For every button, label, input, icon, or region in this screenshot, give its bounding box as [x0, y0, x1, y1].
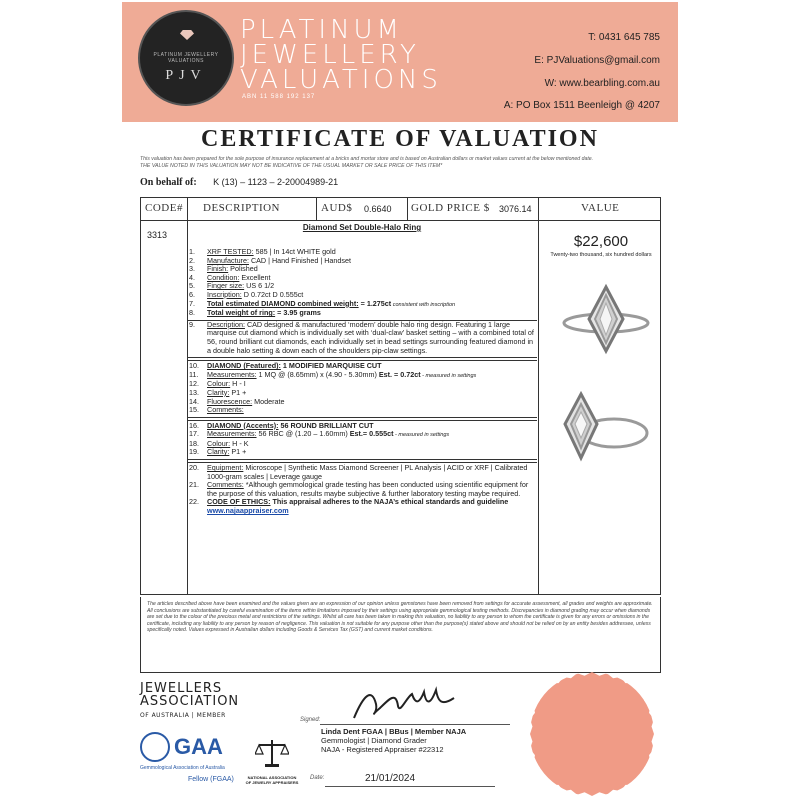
appraiser-role: Gemmologist | Diamond Grader — [321, 736, 427, 745]
signature — [350, 684, 460, 724]
item-number: 18. — [189, 438, 199, 448]
gaa-text: GAA — [174, 734, 223, 759]
item-number: 19. — [189, 447, 199, 457]
item-text — [207, 464, 537, 481]
item-text — [207, 406, 537, 415]
item-text — [207, 371, 537, 381]
item-label: CODE OF ETHICS: — [207, 497, 271, 507]
item-text — [207, 498, 537, 515]
item-note: - measured in settings — [420, 372, 477, 379]
item-value: 1 MODIFIED MARQUISE CUT — [280, 361, 382, 371]
item-label: Fluorescence: — [207, 396, 253, 406]
item-note: consistent with inscription — [391, 301, 456, 308]
item-text — [207, 380, 537, 389]
item-estimate: Est. = 0.72ct — [378, 369, 421, 379]
item-number: 13. — [189, 387, 199, 397]
item-number: 4. — [189, 272, 195, 282]
item-value: Polished — [228, 264, 258, 274]
intro-text — [140, 156, 680, 170]
brand-line-3: VALUATIONS — [240, 65, 442, 95]
jaa-line-1: JEWELLERS — [140, 681, 223, 696]
header-value: VALUE — [581, 202, 620, 214]
diamond-icon — [180, 30, 194, 40]
gold-price-value: 3076.14 — [499, 204, 532, 214]
item-number: 21. — [189, 480, 199, 490]
scales-icon — [255, 738, 289, 768]
item-value: = 3.95 grams — [275, 308, 321, 318]
item-text — [207, 398, 537, 407]
item-note: - measured in settings — [393, 432, 450, 439]
item-label: Colour: — [207, 379, 231, 389]
item-value: H - I — [230, 379, 246, 389]
item-value: H - K — [230, 438, 249, 448]
item-label: Inscription: — [207, 289, 242, 299]
item-number: 17. — [189, 429, 199, 439]
item-number: 11. — [189, 369, 199, 379]
item-label: Measurements: — [207, 369, 257, 379]
aud-value: 0.6640 — [364, 204, 392, 214]
contact-address: A: PO Box 1511 Beenleigh @ 4207 — [503, 100, 660, 111]
brand-name — [240, 15, 442, 95]
globe-icon — [140, 732, 170, 762]
item-value: This appraisal adheres to the NAJA’s ethical standards and guideline — [270, 497, 509, 507]
list-item — [187, 448, 537, 460]
logo-initials: PJV — [165, 68, 207, 83]
appraiser-details — [321, 727, 466, 754]
ring-photo-side — [559, 388, 649, 468]
certificate-title: CERTIFICATE OF VALUATION — [201, 126, 599, 152]
item-label: XRF TESTED: — [207, 247, 254, 256]
header-aud: AUD$ — [321, 202, 353, 214]
item-number: 12. — [189, 379, 199, 389]
item-label: Finish: — [207, 264, 229, 274]
jaa-sub: OF AUSTRALIA | MEMBER — [140, 712, 226, 719]
item-text — [207, 321, 537, 355]
item-number: 2. — [189, 255, 195, 265]
item-text — [207, 448, 537, 457]
item-value-words: Twenty-two thousand, six hundred dollars — [550, 252, 652, 258]
item-value: Moderate — [252, 396, 285, 406]
item-label: Equipment: — [207, 463, 244, 473]
item-value: CAD designed & manufactured ‘modern’ double halo ring design. Featuring 1 large marquise cut diamond which is individually set with ‘dual-claw’ basket setting – with a combined total of 56, round brilliant cut diamonds, each individually set in bead settings surrounding featured diamond in a double halo setting & down each of the shoulders pip-claw settings. — [207, 319, 534, 355]
behalf-label: On behalf of: — [140, 177, 197, 188]
valuation-seal — [530, 672, 654, 796]
appraiser-registration: NAJA - Registered Appraiser #22312 — [321, 745, 444, 754]
item-number: 3. — [189, 264, 195, 274]
item-number: 6. — [189, 289, 195, 299]
item-label: Colour: — [207, 438, 231, 448]
disclaimer-text: The articles described above have been examined and the values given are an expression of our opinion unless gemstones have been removed from settings for accurate assessment, all grades and weights are approximate. All conclusions are substantiated by careful examination of the items within limitations imposed by their settings using appropriate gemmological testing methods. Discrepancies in diamond grading may occur when diamonds are set due to the colour of the precious metal and restrictions of the settings. Whilst all care has been taken in making this valuation, no liability to any person to whom the certificate is given for any errors or omissions in the certificate, including any liability to any person by reason of negligence. This valuation is not suitable for any purpose other than the purpose(s) stated above and should not be relied on by an entity besides addressee, unless specifically noted. Values expressed in Australian dollars including Goods & Services Tax (GST) and current market conditions. — [140, 597, 661, 673]
item-value: 56 RBC @ (1.20 – 1.60mm) — [256, 429, 350, 439]
item-code: 3313 — [147, 230, 168, 240]
item-number: 5. — [189, 281, 195, 291]
item-value: Excellent — [239, 272, 271, 282]
item-value: CAD | Hand Finished | Handset — [248, 255, 351, 265]
brand-line-2: JEWELLERY — [240, 40, 420, 70]
item-number: 8. — [189, 308, 195, 318]
item-list — [187, 248, 537, 516]
item-text — [207, 430, 537, 440]
jaa-line-2: ASSOCIATION — [140, 694, 240, 709]
item-label: Measurements: — [207, 429, 257, 439]
item-text — [207, 440, 537, 449]
signed-label: Signed: — [300, 717, 321, 723]
contact-email[interactable]: E: PJValuations@gmail.com — [534, 55, 660, 66]
item-value: P1 + — [229, 387, 247, 397]
item-number: 14. — [189, 396, 199, 406]
item-label: Clarity: — [207, 387, 230, 397]
item-number: 10. — [189, 361, 199, 371]
valuation-table — [140, 197, 661, 595]
item-value: $22,600 — [573, 233, 629, 250]
item-label: Total estimated DIAMOND combined weight: — [207, 298, 359, 308]
list-item — [187, 321, 537, 358]
item-value: US 6 1/2 — [244, 281, 275, 291]
item-label: Manufacture: — [207, 255, 249, 265]
appraiser-name: Linda Dent FGAA | BBus | Member NAJA — [321, 727, 467, 736]
item-label: Description: — [207, 319, 245, 329]
item-text — [207, 481, 537, 498]
item-title: Diamond Set Double-Halo Ring — [302, 223, 422, 232]
item-value: = 1.275ct — [358, 298, 392, 308]
list-item — [187, 462, 537, 481]
naja-logo — [245, 738, 299, 785]
logo-ring-text: PLATINUM JEWELLERY VALUATIONS — [153, 52, 219, 64]
header-band — [122, 2, 678, 122]
list-item — [187, 406, 537, 418]
naja-label: NATIONAL ASSOCIATION OF JEWELRY APPRAISERS — [245, 775, 299, 785]
item-value: P1 + — [229, 447, 247, 457]
item-value: 1 MQ @ (8.65mm) x (4.90 - 5.30mm) — [256, 369, 379, 379]
gaa-fellow: Fellow (FGAA) — [188, 776, 234, 783]
item-value: 56 ROUND BRILLIANT CUT — [278, 420, 374, 430]
item-value: *Although gemmological grade testing has been conducted using scientific equipment for the purpose of this valuation, results maybe subjective & further laboratory testing maybe required. — [207, 480, 529, 498]
item-number: 20. — [189, 463, 199, 473]
pjv-logo — [138, 10, 234, 106]
header-description: DESCRIPTION — [203, 202, 281, 214]
item-label: Condition: — [207, 272, 240, 282]
header-code: CODE# — [145, 202, 183, 214]
abn-number: ABN 11 588 192 137 — [242, 94, 316, 100]
brand-line-1: PLATINUM — [240, 15, 403, 45]
item-label: Comments: — [207, 405, 244, 415]
item-number: 7. — [189, 298, 195, 308]
header-gold-price: GOLD PRICE $ — [411, 202, 490, 214]
item-number: 15. — [189, 405, 199, 415]
date-value: 21/01/2024 — [365, 773, 416, 784]
intro-line-2: THE VALUE NOTED IN THIS VALUATION MAY NOT BE INDICATIVE OF THE USUAL MARKET OR SALE PRICE OF THIS ITEM* — [140, 163, 443, 169]
gaa-subtitle: Gemmological Association of Australia — [140, 765, 225, 771]
contact-web[interactable]: W: www.bearbling.com.au — [544, 78, 660, 89]
item-text — [207, 309, 537, 318]
behalf-value: K (13) – 1123 – 2-20004989-21 — [213, 177, 339, 187]
item-label: DIAMOND (Featured): — [207, 361, 281, 371]
date-label: Date: — [310, 775, 325, 781]
list-item — [187, 498, 537, 515]
on-behalf-of — [140, 177, 338, 188]
item-label: DIAMOND (Accents): — [207, 420, 279, 430]
item-label: Clarity: — [207, 447, 230, 457]
item-estimate: Est.= 0.555ct — [349, 429, 394, 439]
item-label: Total weight of ring: — [207, 308, 276, 318]
item-number: 9. — [189, 319, 195, 329]
item-value: 585 | In 14ct WHITE gold — [253, 247, 336, 256]
ring-photo-top — [561, 283, 651, 355]
intro-line-1: This valuation has been prepared for the sole purpose of insurance replacement at a bricks and mortar store and is based on Australian dollars or market values current at the below mentioned date. — [140, 156, 594, 162]
jaa-logo — [140, 682, 239, 722]
list-item — [187, 481, 537, 498]
item-value: D 0.72ct D 0.555ct — [241, 289, 304, 299]
item-number: 22. — [189, 497, 199, 507]
item-label: Comments: — [207, 480, 244, 490]
naja-website-link[interactable]: www.najaappraiser.com — [207, 506, 289, 516]
item-label: Finger size: — [207, 281, 245, 291]
item-number: 1. — [189, 247, 195, 256]
contact-phone: T: 0431 645 785 — [588, 32, 660, 43]
item-value: Microscope | Synthetic Mass Diamond Screener | PL Analysis | ACID or XRF | Calibrated 1000-gram scales | Leverage gauge — [207, 463, 528, 481]
item-number: 16. — [189, 420, 199, 430]
